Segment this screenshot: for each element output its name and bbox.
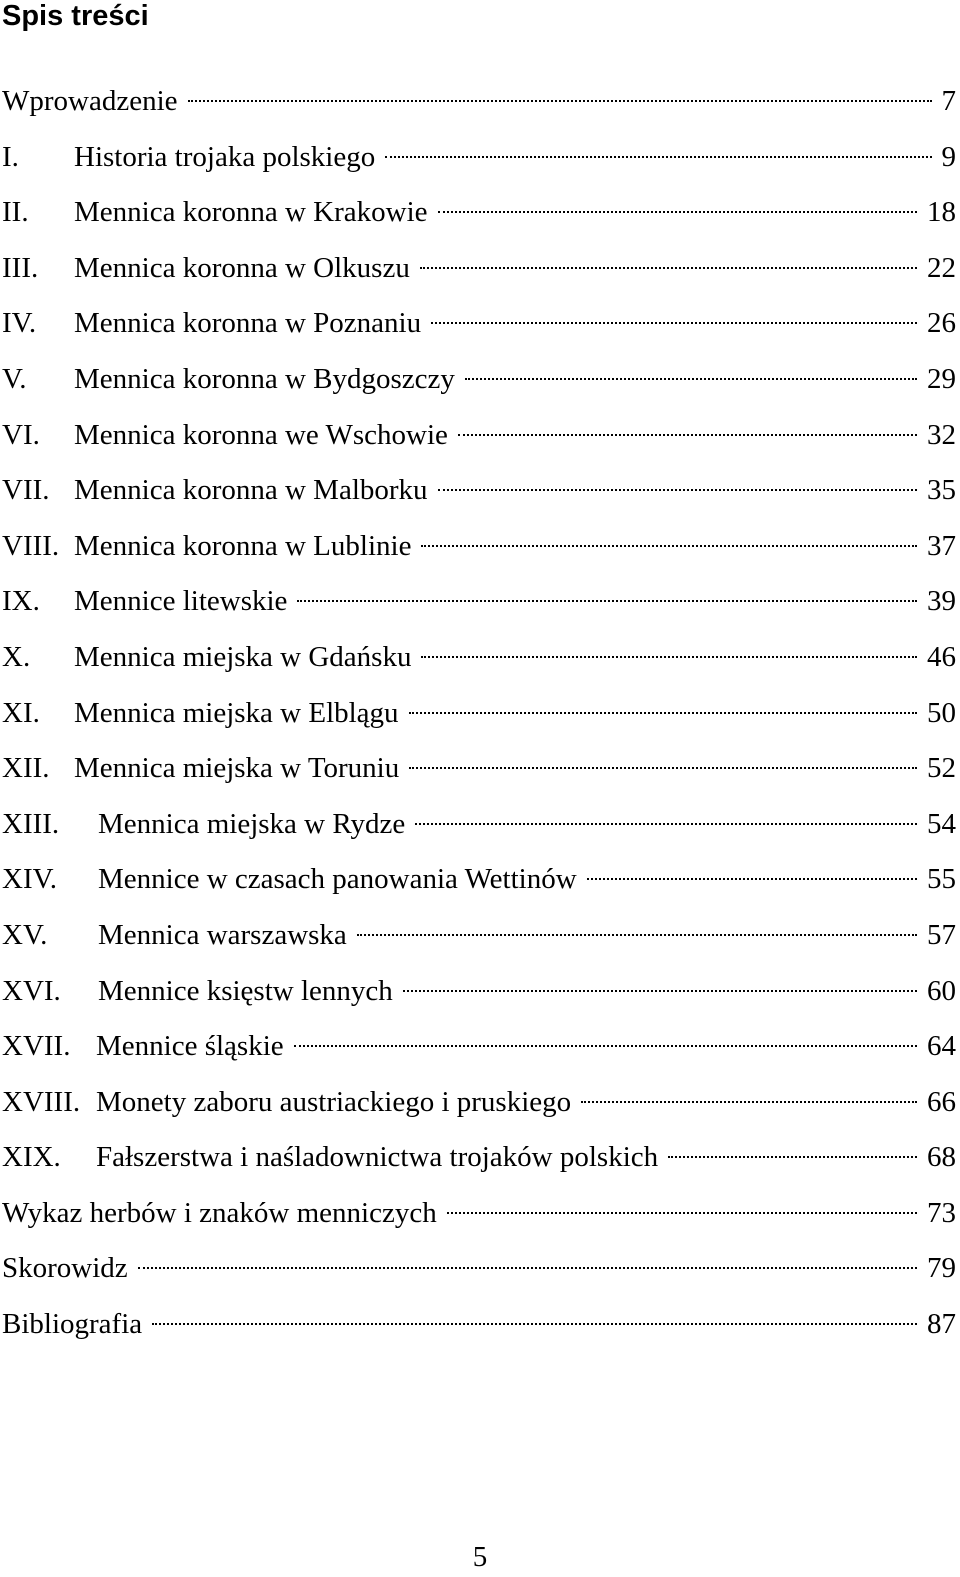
chapter-number: IV.	[2, 307, 37, 340]
toc-entry-title: Mennica warszawska	[98, 918, 347, 951]
toc-entry-page: 32	[927, 418, 956, 451]
dot-leader	[438, 211, 917, 213]
toc-entry-page: 79	[927, 1252, 956, 1285]
dot-leader	[152, 1323, 917, 1325]
page-number: 5	[472, 1541, 488, 1573]
toc-entry-chapter-4[interactable]	[0, 296, 960, 352]
toc-entry-introduction[interactable]	[0, 74, 960, 130]
toc-entry-page: 39	[927, 585, 956, 618]
page-title: Spis treści	[2, 0, 149, 32]
toc-entry-chapter-13[interactable]	[0, 797, 960, 853]
chapter-number: I.	[2, 140, 19, 173]
dot-leader	[297, 600, 917, 602]
toc-entry-title: Mennica koronna w Poznaniu	[74, 307, 422, 340]
dot-leader	[357, 934, 917, 936]
dot-leader	[294, 1045, 917, 1047]
toc-entry-page: 57	[927, 918, 956, 951]
toc-entry-title: Fałszerstwa i naśladownictwa trojaków polskich	[96, 1141, 659, 1174]
chapter-number: XIV.	[2, 863, 58, 896]
toc-entry-title: Mennice śląskie	[96, 1030, 284, 1063]
toc-entry-page: 7	[941, 85, 956, 117]
dot-leader	[431, 322, 917, 324]
chapter-number: XI.	[2, 696, 40, 729]
toc-entry-chapter-18[interactable]	[0, 1075, 960, 1131]
chapter-number: V.	[2, 362, 27, 395]
toc-entry-page: 35	[927, 474, 956, 507]
toc-entry-page: 54	[927, 807, 956, 840]
toc-entry-chapter-8[interactable]	[0, 519, 960, 575]
toc-entry-title: Mennica koronna w Bydgoszczy	[74, 362, 455, 395]
table-of-contents	[0, 74, 960, 1353]
chapter-number: XVII.	[2, 1030, 71, 1063]
toc-entry-chapter-5[interactable]	[0, 352, 960, 408]
toc-entry-page: 37	[927, 529, 956, 562]
toc-entry-title: Mennica koronna w Malborku	[74, 474, 428, 507]
toc-entry-title: Mennica miejska w Toruniu	[74, 752, 400, 785]
toc-entry-page: 73	[927, 1196, 956, 1229]
toc-entry-chapter-6[interactable]	[0, 408, 960, 464]
toc-entry-chapter-11[interactable]	[0, 686, 960, 742]
dot-leader	[465, 378, 917, 380]
toc-entry-title: Mennice w czasach panowania Wettinów	[98, 863, 577, 896]
toc-entry-page: 9	[941, 140, 956, 173]
toc-entry-chapter-17[interactable]	[0, 1019, 960, 1075]
dot-leader	[385, 156, 931, 158]
chapter-number: XIX.	[2, 1141, 61, 1174]
toc-entry-page: 87	[927, 1308, 956, 1341]
dot-leader	[188, 100, 932, 102]
toc-entry-title: Historia trojaka polskiego	[74, 140, 376, 173]
toc-entry-page: 64	[927, 1030, 956, 1063]
toc-entry-title: Mennica koronna w Lublinie	[74, 529, 412, 562]
chapter-number: VI.	[2, 418, 40, 451]
toc-entry-title: Mennice księstw lennych	[98, 974, 393, 1007]
dot-leader	[587, 878, 917, 880]
toc-entry-title: Monety zaboru austriackiego i pruskiego	[96, 1085, 572, 1118]
toc-entry-page: 18	[927, 196, 956, 229]
toc-entry-title: Mennica koronna we Wschowie	[74, 418, 448, 451]
toc-entry-page: 52	[927, 752, 956, 785]
toc-entry-title: Mennica miejska w Elblągu	[74, 696, 399, 729]
chapter-number: VIII.	[2, 529, 60, 562]
toc-entry-title: Mennica koronna w Olkuszu	[74, 251, 410, 284]
dot-leader	[421, 656, 917, 658]
toc-entry-mint-marks[interactable]	[0, 1186, 960, 1242]
dot-leader	[138, 1267, 917, 1269]
dot-leader	[438, 489, 917, 491]
toc-entry-chapter-3[interactable]	[0, 241, 960, 297]
toc-entry-chapter-1[interactable]	[0, 130, 960, 186]
dot-leader	[447, 1212, 917, 1214]
dot-leader	[403, 990, 917, 992]
chapter-number: X.	[2, 640, 31, 673]
toc-entry-bibliography[interactable]	[0, 1297, 960, 1353]
chapter-number: XII.	[2, 752, 50, 785]
chapter-number: XVIII.	[2, 1085, 81, 1118]
toc-entry-chapter-9[interactable]	[0, 574, 960, 630]
toc-entry-page: 29	[927, 362, 956, 395]
chapter-number: XV.	[2, 918, 48, 951]
toc-entry-title: Mennice litewskie	[74, 585, 288, 618]
toc-entry-title: Mennica miejska w Rydze	[98, 807, 406, 840]
toc-entry-title: Skorowidz	[2, 1252, 128, 1285]
dot-leader	[668, 1156, 917, 1158]
dot-leader	[421, 545, 917, 547]
toc-entry-chapter-15[interactable]	[0, 908, 960, 964]
dot-leader	[409, 712, 917, 714]
toc-entry-title: Wykaz herbów i znaków menniczych	[2, 1196, 437, 1229]
toc-entry-page: 22	[927, 251, 956, 284]
toc-entry-page: 26	[927, 307, 956, 340]
toc-entry-chapter-10[interactable]	[0, 630, 960, 686]
toc-entry-title: Bibliografia	[2, 1308, 143, 1341]
toc-entry-page: 46	[927, 640, 956, 673]
toc-entry-title: Wprowadzenie	[2, 85, 178, 117]
chapter-number: III.	[2, 251, 39, 284]
toc-entry-page: 50	[927, 696, 956, 729]
dot-leader	[409, 767, 917, 769]
dot-leader	[420, 267, 917, 269]
chapter-number: VII.	[2, 474, 50, 507]
dot-leader	[581, 1101, 917, 1103]
toc-entry-chapter-14[interactable]	[0, 852, 960, 908]
chapter-number: XVI.	[2, 974, 61, 1007]
dot-leader	[415, 823, 917, 825]
dot-leader	[458, 434, 917, 436]
toc-entry-page: 55	[927, 863, 956, 896]
toc-entry-title: Mennica miejska w Gdańsku	[74, 640, 412, 673]
toc-entry-chapter-16[interactable]	[0, 964, 960, 1020]
toc-entry-chapter-12[interactable]	[0, 741, 960, 797]
toc-entry-page: 66	[927, 1085, 956, 1118]
toc-entry-title: Mennica koronna w Krakowie	[74, 196, 428, 229]
toc-entry-index[interactable]	[0, 1241, 960, 1297]
chapter-number: II.	[2, 196, 29, 229]
chapter-number: IX.	[2, 585, 40, 618]
toc-entry-page: 68	[927, 1141, 956, 1174]
toc-entry-chapter-19[interactable]	[0, 1130, 960, 1186]
chapter-number: XIII.	[2, 807, 60, 840]
toc-entry-chapter-7[interactable]	[0, 463, 960, 519]
toc-entry-chapter-2[interactable]	[0, 185, 960, 241]
toc-entry-page: 60	[927, 974, 956, 1007]
